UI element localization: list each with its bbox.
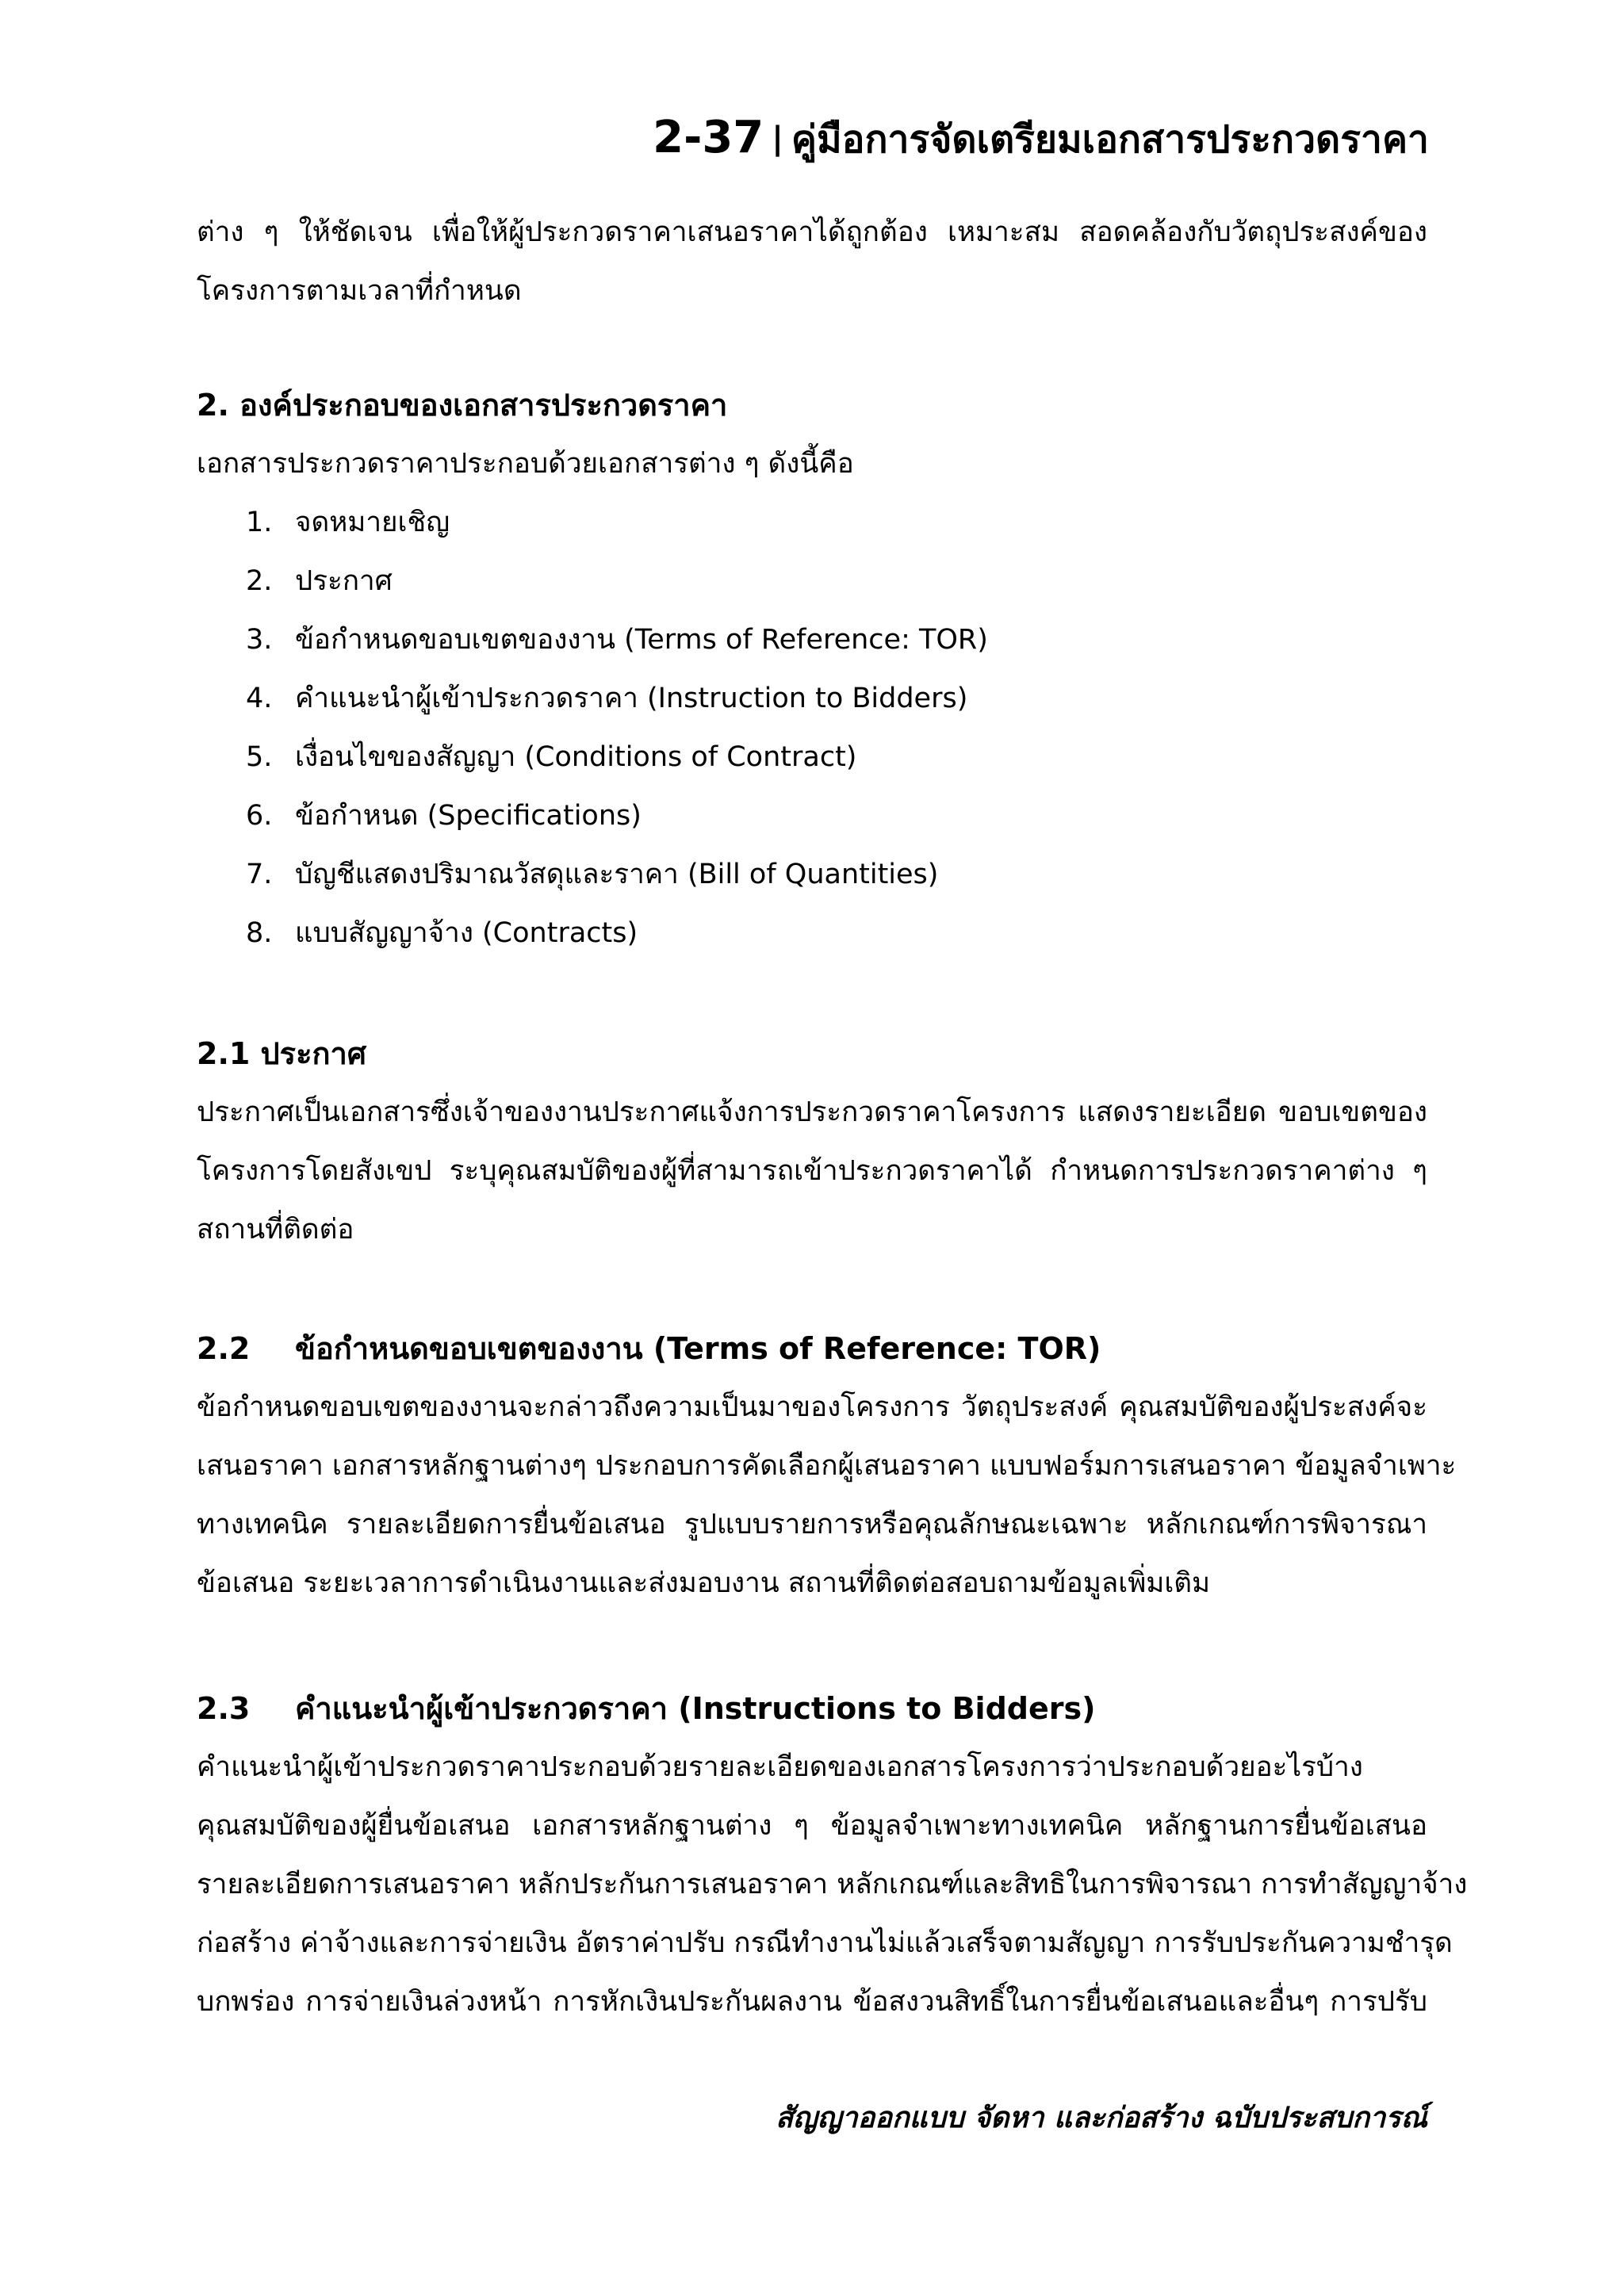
paragraph-line: ข้อกำหนดขอบเขตของงานจะกล่าวถึงความเป็นมาของโครงการ วัตถุประสงค์ คุณสมบัติของผู้ประสงค์จะ bbox=[197, 1391, 1427, 1423]
page-header bbox=[653, 109, 1429, 170]
page-footer: สัญญาออกแบบ จัดหา และก่อสร้าง ฉบับประสบการณ์ bbox=[776, 2102, 1427, 2134]
list-item-number: 7. bbox=[246, 859, 273, 890]
list-item-number: 2. bbox=[246, 565, 273, 597]
list-item bbox=[197, 904, 1427, 962]
paragraph-line: โครงการโดยสังเขป ระบุคุณสมบัติของผู้ที่สามารถเข้าประกวดราคาได้ กำหนดการประกวดราคาต่าง ๆ bbox=[197, 1155, 1427, 1187]
list-item-text: แบบสัญญาจ้าง (Contracts) bbox=[295, 917, 638, 949]
intro-paragraph bbox=[197, 203, 1427, 320]
list-item-number: 6. bbox=[246, 800, 273, 832]
section-heading bbox=[197, 1319, 1427, 1378]
paragraph-line: รายละเอียดการเสนอราคา หลักประกันการเสนอราคา หลักเกณฑ์และสิทธิในการพิจารณา การทำสัญญาจ้าง bbox=[197, 1869, 1468, 1900]
list-item-text: ประกาศ bbox=[295, 565, 393, 597]
section-title: ข้อกำหนดขอบเขตของงาน (Terms of Reference: TOR) bbox=[295, 1331, 1101, 1366]
paragraph-line: โครงการตามเวลาที่กำหนด bbox=[197, 275, 522, 307]
list-item-number: 8. bbox=[246, 917, 273, 949]
list-item bbox=[197, 552, 1427, 610]
section-number: 2.3 bbox=[197, 1691, 251, 1726]
list-item-text: ข้อกำหนดขอบเขตของงาน (Terms of Reference: TOR) bbox=[295, 624, 988, 656]
page-number: 2-37 bbox=[653, 112, 764, 163]
list-item-text: จดหมายเชิญ bbox=[295, 507, 450, 538]
list-item-text: ข้อกำหนด (Specifications) bbox=[295, 800, 642, 832]
list-item-number: 4. bbox=[246, 683, 273, 714]
paragraph-line: ก่อสร้าง ค่าจ้างและการจ่ายเงิน อัตราค่าปรับ กรณีทำงานไม่แล้วเสร็จตามสัญญา การรับประกันความชำรุด bbox=[197, 1927, 1453, 1959]
section-heading bbox=[197, 1679, 1427, 1738]
paragraph-line: ประกาศเป็นเอกสารซึ่งเจ้าของงานประกาศแจ้งการประกวดราคาโครงการ แสดงรายะเอียด ขอบเขตของ bbox=[197, 1096, 1427, 1128]
list-item-text: คำแนะนำผู้เข้าประกวดราคา (Instruction to Bidders) bbox=[295, 683, 968, 714]
paragraph-line: ต่าง ๆ ให้ชัดเจน เพื่อให้ผู้ประกวดราคาเสนอราคาได้ถูกต้อง เหมาะสม สอดคล้องกับวัตถุประสงค์ของ bbox=[197, 216, 1427, 248]
list-item bbox=[197, 610, 1427, 669]
section-lead: เอกสารประกวดราคาประกอบด้วยเอกสารต่าง ๆ ดังนี้คือ bbox=[197, 448, 854, 480]
section-heading: 2.1 ประกาศ bbox=[197, 1036, 366, 1071]
list-item bbox=[197, 669, 1427, 728]
section-2-3 bbox=[197, 1679, 1468, 2031]
list-item-number: 5. bbox=[246, 741, 273, 773]
list-item-number: 3. bbox=[246, 624, 273, 656]
list-item bbox=[197, 493, 1427, 552]
list-item-number: 1. bbox=[246, 507, 273, 538]
section-number: 2.2 bbox=[197, 1331, 251, 1366]
section-2-2 bbox=[197, 1319, 1457, 1613]
list-item bbox=[197, 786, 1427, 845]
paragraph-line: สถานที่ติดต่อ bbox=[197, 1214, 354, 1246]
list-item-text: บัญชีแสดงปริมาณวัสดุและราคา (Bill of Quantities) bbox=[295, 859, 939, 890]
document-list bbox=[197, 493, 1427, 962]
section-2-1 bbox=[197, 1024, 1427, 1259]
paragraph-line: เสนอราคา เอกสารหลักฐานต่างๆ ประกอบการคัดเลือกผู้เสนอราคา แบบฟอร์มการเสนอราคา ข้อมูลจำเพาะ bbox=[197, 1450, 1457, 1482]
paragraph-line: บกพร่อง การจ่ายเงินล่วงหน้า การหักเงินประกันผลงาน ข้อสงวนสิทธิ์ในการยื่นข้อเสนอและอื่นๆ การปรับ bbox=[197, 1986, 1427, 2018]
section-2 bbox=[197, 376, 1427, 962]
header-separator: | bbox=[772, 121, 783, 157]
header-title: คู่มือการจัดเตรียมเอกสารประกวดราคา bbox=[791, 117, 1429, 162]
paragraph-line: คุณสมบัติของผู้ยื่นข้อเสนอ เอกสารหลักฐานต่าง ๆ ข้อมูลจำเพาะทางเทคนิค หลักฐานการยื่นข้อเสนอ bbox=[197, 1810, 1427, 1842]
section-heading: 2. องค์ประกอบของเอกสารประกวดราคา bbox=[197, 388, 728, 423]
section-title: คำแนะนำผู้เข้าประกวดราคา (Instructions to Bidders) bbox=[295, 1691, 1096, 1726]
paragraph-line: ทางเทคนิค รายละเอียดการยื่นข้อเสนอ รูปแบบรายการหรือคุณลักษณะเฉพาะ หลักเกณฑ์การพิจารณา bbox=[197, 1509, 1427, 1540]
list-item bbox=[197, 728, 1427, 786]
list-item bbox=[197, 845, 1427, 904]
paragraph-line: ข้อเสนอ ระยะเวลาการดำเนินงานและส่งมอบงาน สถานที่ติดต่อสอบถามข้อมูลเพิ่มเติม bbox=[197, 1567, 1211, 1599]
list-item-text: เงื่อนไขของสัญญา (Conditions of Contract) bbox=[295, 741, 857, 773]
paragraph-line: คำแนะนำผู้เข้าประกวดราคาประกอบด้วยรายละเอียดของเอกสารโครงการว่าประกอบด้วยอะไรบ้าง bbox=[197, 1751, 1363, 1783]
